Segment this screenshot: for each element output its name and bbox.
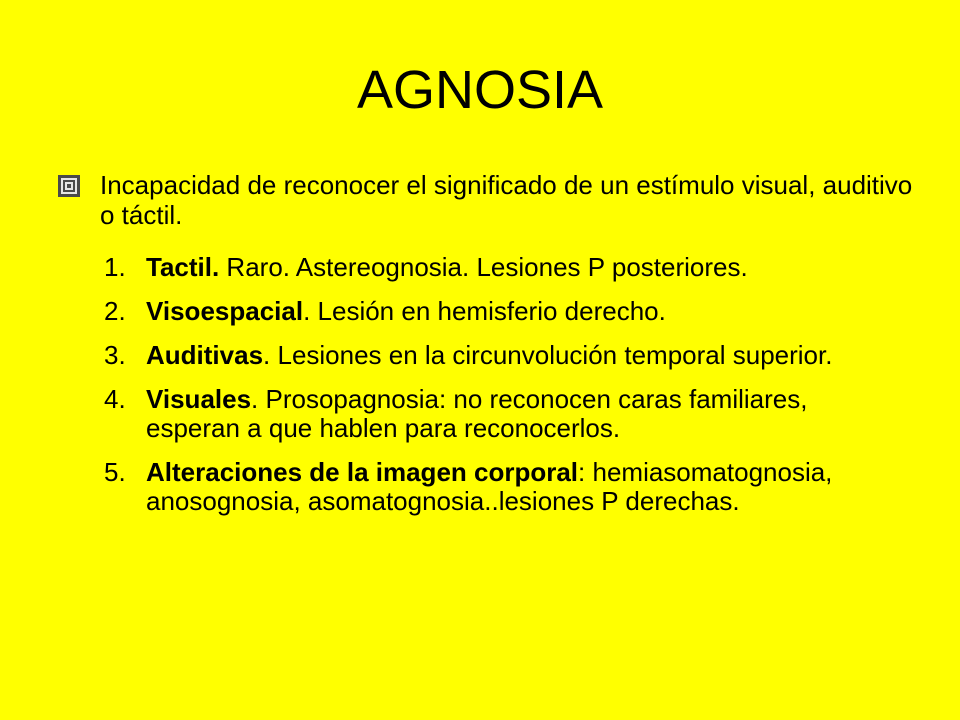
item-description: . Lesión en hemisferio derecho. [303, 296, 666, 326]
item-number: 4. [104, 384, 126, 414]
square-spiral-bullet-icon [58, 175, 80, 197]
list-item [104, 253, 904, 282]
numbered-list [104, 253, 904, 531]
item-description: Raro. Astereognosia. Lesiones P posteriores. [219, 252, 748, 282]
item-description: . Lesiones en la circunvolución temporal superior. [263, 340, 833, 370]
intro-text: Incapacidad de reconocer el significado de un estímulo visual, auditivo o táctil. [100, 170, 913, 230]
list-item [104, 341, 904, 370]
item-term: Visuales [146, 384, 252, 414]
item-description: . Prosopagnosia: no reconocen caras familiares, esperan a que hablen para reconocerlos. [146, 384, 808, 443]
list-item [104, 385, 904, 443]
list-item [104, 458, 904, 516]
item-number: 2. [104, 296, 126, 326]
slide-title: AGNOSIA [356, 60, 604, 120]
item-description: : hemiasomatognosia, anosognosia, asomatognosia..lesiones P derechas. [146, 457, 833, 516]
item-term: Alteraciones de la imagen corporal [146, 457, 579, 487]
item-term: Visoespacial [146, 296, 304, 326]
item-number: 1. [104, 252, 126, 282]
item-number: 3. [104, 340, 126, 370]
intro-bullet [58, 170, 918, 230]
item-content [146, 458, 904, 516]
item-content [146, 297, 904, 326]
list-item [104, 297, 904, 326]
item-content [146, 341, 904, 370]
item-term: Auditivas [146, 340, 264, 370]
item-content [146, 385, 904, 443]
item-number: 5. [104, 457, 126, 487]
item-term: Tactil. [146, 252, 220, 282]
item-content [146, 253, 904, 282]
